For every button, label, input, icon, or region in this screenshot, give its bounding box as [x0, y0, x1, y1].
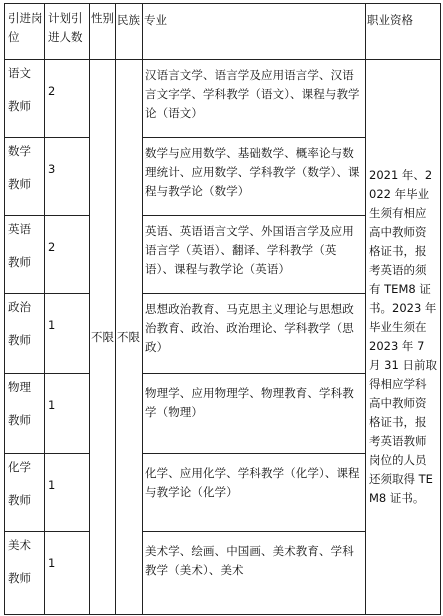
- header-count: 计划引进人数: [45, 4, 90, 60]
- major-cell: 物理学、应用物理学、物理教育、学科教学（物理）: [143, 374, 366, 454]
- major-cell: 化学、应用化学、学科教学（化学）、课程与教学论（化学）: [143, 454, 366, 532]
- count-cell: 2: [45, 60, 90, 138]
- position-cell: 美术 教师: [5, 532, 45, 615]
- major-cell: 数学与应用数学、基础数学、概率论与数理统计、应用数学、学科教学（数学）、课程与教学论（数学）: [143, 138, 366, 216]
- recruitment-table: [4, 3, 441, 615]
- header-gender: 性别: [90, 4, 116, 60]
- count-cell: 1: [45, 374, 90, 454]
- count-cell: 3: [45, 138, 90, 216]
- position-cell: 物理 教师: [5, 374, 45, 454]
- major-cell: 美术学、绘画、中国画、美术教育、学科教学（美术）、美术: [143, 532, 366, 615]
- position-cell: 化学 教师: [5, 454, 45, 532]
- ethnicity-cell: 不限: [116, 60, 143, 615]
- position-cell: 语文 教师: [5, 60, 45, 138]
- table-row: [5, 60, 441, 138]
- count-cell: 1: [45, 294, 90, 374]
- major-cell: 思想政治教育、马克思主义理论与思想政治教育、政治、政治理论、学科教学（思政）: [143, 294, 366, 374]
- count-cell: 1: [45, 532, 90, 615]
- count-cell: 2: [45, 216, 90, 294]
- header-ethnicity: 民族: [116, 4, 143, 60]
- major-cell: 英语、英语语言文学、外国语言学及应用语言学（英语）、翻译、学科教学（英语）、课程与教学论（英语）: [143, 216, 366, 294]
- qualification-cell: 2021 年、2022 年毕业生须有相应高中教师资格证书，报考英语的须有 TEM8 证书。2023 年毕业生须在 2023 年 7 月 31 日前取得相应学科高中教师资格证书，报考英语教师岗位的人员还须取得 TEM8 证书。: [366, 60, 441, 615]
- count-cell: 1: [45, 454, 90, 532]
- gender-cell: 不限: [90, 60, 116, 615]
- major-cell: 汉语言文学、语言学及应用语言学、汉语言文字学、学科教学（语文）、课程与教学论（语文）: [143, 60, 366, 138]
- header-position: 引进岗位: [5, 4, 45, 60]
- position-cell: 英语 教师: [5, 216, 45, 294]
- header-major: 专业: [143, 4, 366, 60]
- header-row: [5, 4, 441, 60]
- position-cell: 政治 教师: [5, 294, 45, 374]
- header-qualification: 职业资格: [366, 4, 441, 60]
- position-cell: 数学 教师: [5, 138, 45, 216]
